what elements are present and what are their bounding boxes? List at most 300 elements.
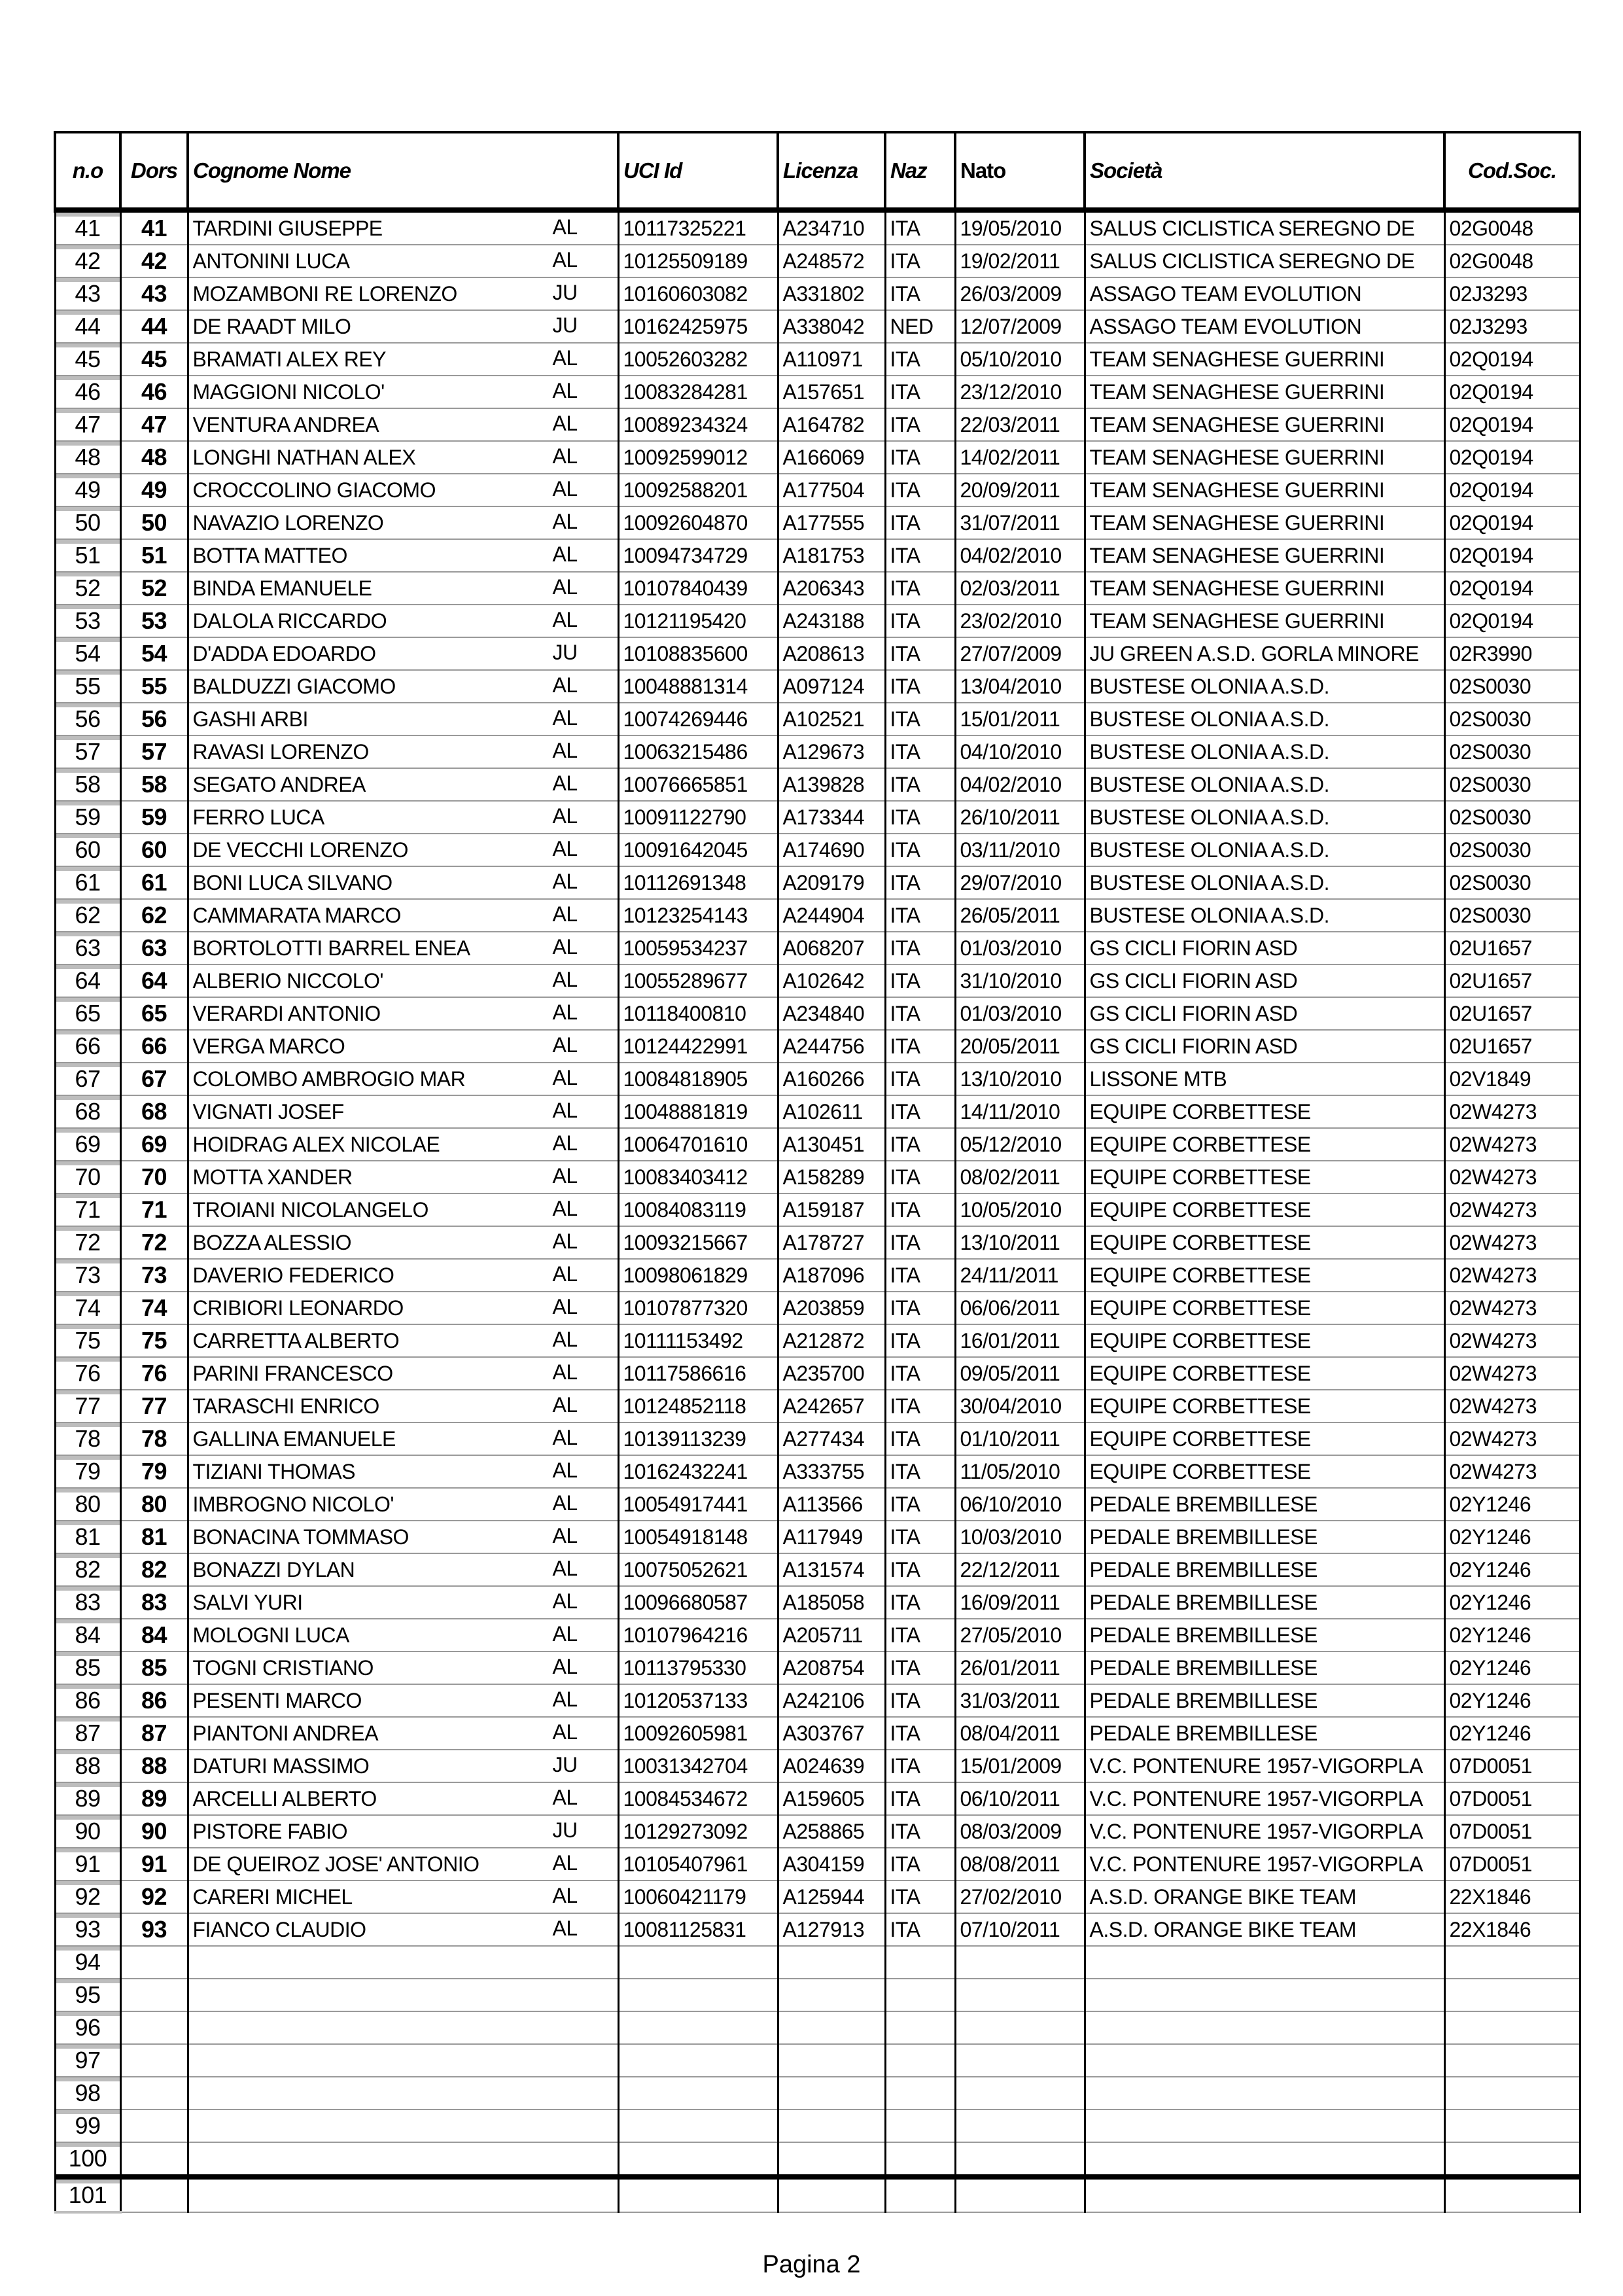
team-name-cell: EQUIPE CORBETTESE: [1085, 1422, 1444, 1455]
license-cell: A243188: [778, 605, 885, 637]
rider-name-cell: [188, 408, 618, 441]
row-number-cell: 85: [55, 1651, 120, 1684]
table-row: [55, 801, 1580, 834]
table-row: [55, 2142, 1580, 2177]
table-row: [55, 703, 1580, 735]
uci-id-cell: 10084818905: [618, 1063, 778, 1095]
birth-date-cell: [955, 2044, 1085, 2077]
nationality-cell: [885, 2011, 955, 2044]
license-cell: A208754: [778, 1651, 885, 1684]
rider-name: CROCCOLINO GIACOMO: [192, 478, 436, 502]
table-row: [55, 1521, 1580, 1553]
category: AL: [552, 1328, 578, 1351]
birth-date-cell: 23/12/2010: [955, 376, 1085, 408]
birth-date-cell: 11/05/2010: [955, 1455, 1085, 1488]
nationality-cell: ITA: [885, 1455, 955, 1488]
rider-name-cell: [188, 1619, 618, 1651]
rider-name: DATURI MASSIMO: [192, 1754, 370, 1778]
bib-number-cell: 64: [120, 964, 188, 997]
birth-date-cell: 22/12/2011: [955, 1553, 1085, 1586]
rider-name-cell: [188, 997, 618, 1030]
row-number-cell: 41: [55, 210, 120, 245]
bib-number-cell: 75: [120, 1324, 188, 1357]
uci-id-cell: 10084083119: [618, 1193, 778, 1226]
uci-id-cell: 10124422991: [618, 1030, 778, 1063]
team-name-cell: TEAM SENAGHESE GUERRINI: [1085, 506, 1444, 539]
row-number-cell: 90: [55, 1815, 120, 1848]
rider-name: D'ADDA EDOARDO: [192, 642, 376, 665]
team-code-cell: [1444, 1946, 1580, 1979]
category: AL: [552, 1360, 578, 1384]
row-number-cell: 72: [55, 1226, 120, 1259]
category: AL: [552, 1524, 578, 1547]
table-row: [55, 408, 1580, 441]
rider-name: SEGATO ANDREA: [192, 773, 366, 796]
nationality-cell: ITA: [885, 1030, 955, 1063]
team-name-cell: JU GREEN A.S.D. GORLA MINORE: [1085, 637, 1444, 670]
table-row: [55, 1095, 1580, 1128]
rider-name: FERRO LUCA: [192, 805, 324, 829]
rider-name-cell: [188, 866, 618, 899]
rider-name: CRIBIORI LEONARDO: [192, 1296, 404, 1320]
uci-id-cell: 10107840439: [618, 572, 778, 605]
category: AL: [552, 1262, 578, 1286]
table-row: [55, 245, 1580, 277]
nationality-cell: ITA: [885, 1357, 955, 1390]
row-number-cell: 63: [55, 932, 120, 964]
bib-number-cell: [120, 2177, 188, 2212]
rider-name-cell: [188, 245, 618, 277]
birth-date-cell: 26/10/2011: [955, 801, 1085, 834]
rider-name-cell: [188, 1422, 618, 1455]
category: AL: [552, 1000, 578, 1024]
bib-number-cell: 86: [120, 1684, 188, 1717]
row-number-cell: 96: [55, 2011, 120, 2044]
rider-name-cell: [188, 1095, 618, 1128]
table-row: [55, 1193, 1580, 1226]
team-name-cell: [1085, 1946, 1444, 1979]
license-cell: A127913: [778, 1913, 885, 1946]
nationality-cell: [885, 2177, 955, 2212]
table-row: [55, 1750, 1580, 1782]
row-number-cell: 92: [55, 1881, 120, 1913]
team-code-cell: 02U1657: [1444, 1030, 1580, 1063]
rider-name-cell: [188, 1030, 618, 1063]
team-code-cell: 02Q0194: [1444, 408, 1580, 441]
uci-id-cell: 10092588201: [618, 474, 778, 506]
table-row: [55, 1586, 1580, 1619]
license-cell: A068207: [778, 932, 885, 964]
team-code-cell: 02W4273: [1444, 1455, 1580, 1488]
license-cell: A117949: [778, 1521, 885, 1553]
nationality-cell: ITA: [885, 1193, 955, 1226]
category: AL: [552, 346, 578, 370]
category: AL: [552, 1589, 578, 1613]
rider-name-cell: [188, 539, 618, 572]
rider-name-cell: [188, 1259, 618, 1292]
team-name-cell: BUSTESE OLONIA A.S.D.: [1085, 866, 1444, 899]
team-code-cell: 02W4273: [1444, 1226, 1580, 1259]
rider-name: COLOMBO AMBROGIO MAR: [192, 1067, 466, 1091]
team-code-cell: 02Q0194: [1444, 572, 1580, 605]
table-row: [55, 1815, 1580, 1848]
uci-id-cell: 10074269446: [618, 703, 778, 735]
license-cell: A097124: [778, 670, 885, 703]
team-code-cell: 02S0030: [1444, 866, 1580, 899]
team-name-cell: EQUIPE CORBETTESE: [1085, 1226, 1444, 1259]
category: JU: [552, 641, 578, 664]
license-cell: A102642: [778, 964, 885, 997]
team-code-cell: 22X1846: [1444, 1913, 1580, 1946]
license-cell: A277434: [778, 1422, 885, 1455]
row-number-cell: 101: [55, 2177, 120, 2212]
category: AL: [552, 575, 578, 599]
rider-name-cell: [188, 1292, 618, 1324]
table-row: [55, 376, 1580, 408]
row-number-cell: 68: [55, 1095, 120, 1128]
team-code-cell: 02Q0194: [1444, 506, 1580, 539]
license-cell: A102521: [778, 703, 885, 735]
birth-date-cell: 10/03/2010: [955, 1521, 1085, 1553]
nationality-cell: [885, 1946, 955, 1979]
birth-date-cell: 31/03/2011: [955, 1684, 1085, 1717]
team-code-cell: 02Y1246: [1444, 1651, 1580, 1684]
team-name-cell: TEAM SENAGHESE GUERRINI: [1085, 441, 1444, 474]
nationality-cell: ITA: [885, 1553, 955, 1586]
birth-date-cell: 04/10/2010: [955, 735, 1085, 768]
uci-id-cell: 10063215486: [618, 735, 778, 768]
rider-name: BRAMATI ALEX REY: [192, 347, 386, 371]
team-name-cell: TEAM SENAGHESE GUERRINI: [1085, 474, 1444, 506]
category: AL: [552, 248, 578, 272]
table-row: [55, 1913, 1580, 1946]
category: AL: [552, 1164, 578, 1188]
row-number-cell: 58: [55, 768, 120, 801]
row-number-cell: 65: [55, 997, 120, 1030]
table-header: [55, 132, 1580, 210]
category: AL: [552, 739, 578, 762]
team-code-cell: 02Q0194: [1444, 343, 1580, 376]
nationality-cell: NED: [885, 310, 955, 343]
birth-date-cell: 08/08/2011: [955, 1848, 1085, 1881]
table-row: [55, 1848, 1580, 1881]
category: AL: [552, 412, 578, 435]
rider-name: MOZAMBONI RE LORENZO: [192, 282, 457, 306]
row-number-cell: 98: [55, 2077, 120, 2110]
table-row: [55, 1553, 1580, 1586]
bib-number-cell: 67: [120, 1063, 188, 1095]
nationality-cell: ITA: [885, 277, 955, 310]
bib-number-cell: 71: [120, 1193, 188, 1226]
team-code-cell: 02S0030: [1444, 834, 1580, 866]
category: AL: [552, 1393, 578, 1417]
rider-name: PISTORE FABIO: [192, 1820, 348, 1843]
bib-number-cell: [120, 1979, 188, 2011]
nationality-cell: ITA: [885, 637, 955, 670]
birth-date-cell: 01/03/2010: [955, 932, 1085, 964]
uci-id-cell: 10092605981: [618, 1717, 778, 1750]
row-number-cell: 47: [55, 408, 120, 441]
team-code-cell: 07D0051: [1444, 1848, 1580, 1881]
table-row: [55, 899, 1580, 932]
team-name-cell: A.S.D. ORANGE BIKE TEAM: [1085, 1881, 1444, 1913]
team-name-cell: PEDALE BREMBILLESE: [1085, 1553, 1444, 1586]
bib-number-cell: 72: [120, 1226, 188, 1259]
rider-name-cell: [188, 703, 618, 735]
rider-name-cell: [188, 1881, 618, 1913]
license-cell: A338042: [778, 310, 885, 343]
rider-name-cell: [188, 1946, 618, 1979]
rider-name-cell: [188, 735, 618, 768]
team-code-cell: 02Y1246: [1444, 1521, 1580, 1553]
team-code-cell: 02W4273: [1444, 1193, 1580, 1226]
bib-number-cell: 82: [120, 1553, 188, 1586]
header-nato: Nato: [955, 132, 1085, 210]
uci-id-cell: 10093215667: [618, 1226, 778, 1259]
uci-id-cell: 10092604870: [618, 506, 778, 539]
team-code-cell: 02G0048: [1444, 245, 1580, 277]
birth-date-cell: 01/10/2011: [955, 1422, 1085, 1455]
nationality-cell: ITA: [885, 964, 955, 997]
team-name-cell: TEAM SENAGHESE GUERRINI: [1085, 539, 1444, 572]
nationality-cell: ITA: [885, 343, 955, 376]
rider-name: BONI LUCA SILVANO: [192, 871, 393, 894]
uci-id-cell: 10076665851: [618, 768, 778, 801]
rider-name-cell: [188, 768, 618, 801]
bib-number-cell: 45: [120, 343, 188, 376]
uci-id-cell: 10054918148: [618, 1521, 778, 1553]
uci-id-cell: 10031342704: [618, 1750, 778, 1782]
rider-name-cell: [188, 474, 618, 506]
license-cell: [778, 2077, 885, 2110]
category: AL: [552, 608, 578, 631]
team-code-cell: 02S0030: [1444, 703, 1580, 735]
birth-date-cell: [955, 2110, 1085, 2142]
nationality-cell: ITA: [885, 572, 955, 605]
bib-number-cell: 53: [120, 605, 188, 637]
team-name-cell: PEDALE BREMBILLESE: [1085, 1651, 1444, 1684]
uci-id-cell: 10083403412: [618, 1161, 778, 1193]
row-number-cell: 61: [55, 866, 120, 899]
birth-date-cell: 08/03/2009: [955, 1815, 1085, 1848]
team-code-cell: 02S0030: [1444, 768, 1580, 801]
row-number-cell: 83: [55, 1586, 120, 1619]
rider-name-cell: [188, 1226, 618, 1259]
row-number-cell: 62: [55, 899, 120, 932]
row-number-cell: 77: [55, 1390, 120, 1422]
table-row: [55, 1422, 1580, 1455]
license-cell: A159187: [778, 1193, 885, 1226]
category: AL: [552, 542, 578, 566]
team-code-cell: [1444, 2177, 1580, 2212]
rider-name-cell: [188, 605, 618, 637]
birth-date-cell: 27/02/2010: [955, 1881, 1085, 1913]
table-row: [55, 1390, 1580, 1422]
bib-number-cell: 55: [120, 670, 188, 703]
team-code-cell: 02W4273: [1444, 1095, 1580, 1128]
rider-name-cell: [188, 376, 618, 408]
team-name-cell: [1085, 2177, 1444, 2212]
birth-date-cell: 15/01/2011: [955, 703, 1085, 735]
bib-number-cell: 43: [120, 277, 188, 310]
nationality-cell: ITA: [885, 1782, 955, 1815]
bib-number-cell: 49: [120, 474, 188, 506]
table-row: [55, 964, 1580, 997]
bib-number-cell: 47: [120, 408, 188, 441]
bib-number-cell: 74: [120, 1292, 188, 1324]
license-cell: A139828: [778, 768, 885, 801]
row-number-cell: 87: [55, 1717, 120, 1750]
category: AL: [552, 837, 578, 860]
team-name-cell: ASSAGO TEAM EVOLUTION: [1085, 310, 1444, 343]
bib-number-cell: 57: [120, 735, 188, 768]
bib-number-cell: 70: [120, 1161, 188, 1193]
team-code-cell: 02U1657: [1444, 932, 1580, 964]
table-row: [55, 2044, 1580, 2077]
bib-number-cell: 68: [120, 1095, 188, 1128]
row-number-cell: 45: [55, 343, 120, 376]
license-cell: A177504: [778, 474, 885, 506]
header-cod-soc: Cod.Soc.: [1444, 132, 1580, 210]
birth-date-cell: 08/02/2011: [955, 1161, 1085, 1193]
team-code-cell: 02S0030: [1444, 735, 1580, 768]
nationality-cell: ITA: [885, 768, 955, 801]
rider-name: ANTONINI LUCA: [192, 249, 350, 273]
row-number-cell: 75: [55, 1324, 120, 1357]
bib-number-cell: 76: [120, 1357, 188, 1390]
bib-number-cell: 51: [120, 539, 188, 572]
nationality-cell: ITA: [885, 605, 955, 637]
birth-date-cell: [955, 1979, 1085, 2011]
team-name-cell: [1085, 2110, 1444, 2142]
table-row: [55, 768, 1580, 801]
birth-date-cell: [955, 2142, 1085, 2177]
bib-number-cell: 58: [120, 768, 188, 801]
license-cell: A206343: [778, 572, 885, 605]
team-name-cell: PEDALE BREMBILLESE: [1085, 1488, 1444, 1521]
row-number-cell: 97: [55, 2044, 120, 2077]
table-row: [55, 670, 1580, 703]
birth-date-cell: 05/12/2010: [955, 1128, 1085, 1161]
bib-number-cell: 60: [120, 834, 188, 866]
nationality-cell: ITA: [885, 474, 955, 506]
category: AL: [552, 1687, 578, 1711]
bib-number-cell: 83: [120, 1586, 188, 1619]
rider-name: HOIDRAG ALEX NICOLAE: [192, 1133, 440, 1156]
rider-name-cell: [188, 637, 618, 670]
table-row: [55, 2077, 1580, 2110]
bib-number-cell: 90: [120, 1815, 188, 1848]
table-row: [55, 1128, 1580, 1161]
rider-name-cell: [188, 277, 618, 310]
bib-number-cell: 66: [120, 1030, 188, 1063]
page-number: Pagina 2: [762, 2251, 861, 2278]
birth-date-cell: 27/07/2009: [955, 637, 1085, 670]
team-code-cell: 02W4273: [1444, 1161, 1580, 1193]
table-row: [55, 1030, 1580, 1063]
table-row: [55, 866, 1580, 899]
uci-id-cell: 10096680587: [618, 1586, 778, 1619]
team-name-cell: [1085, 2077, 1444, 2110]
license-cell: A234710: [778, 210, 885, 245]
birth-date-cell: 06/10/2011: [955, 1782, 1085, 1815]
birth-date-cell: 16/01/2011: [955, 1324, 1085, 1357]
category: AL: [552, 1426, 578, 1449]
category: AL: [552, 1066, 578, 1089]
birth-date-cell: [955, 2177, 1085, 2212]
row-number-cell: 95: [55, 1979, 120, 2011]
category: JU: [552, 1753, 578, 1776]
license-cell: A113566: [778, 1488, 885, 1521]
table-row: [55, 210, 1580, 245]
header-name: Cognome Nome: [188, 132, 618, 210]
rider-name: DE VECCHI LORENZO: [192, 838, 408, 862]
rider-name: PIANTONI ANDREA: [192, 1722, 379, 1745]
team-name-cell: BUSTESE OLONIA A.S.D.: [1085, 834, 1444, 866]
start-list-sheet: [54, 131, 1579, 2214]
rider-name: CARRETTA ALBERTO: [192, 1329, 400, 1352]
nationality-cell: ITA: [885, 932, 955, 964]
bib-number-cell: 93: [120, 1913, 188, 1946]
team-name-cell: GS CICLI FIORIN ASD: [1085, 932, 1444, 964]
team-name-cell: EQUIPE CORBETTESE: [1085, 1455, 1444, 1488]
category: AL: [552, 379, 578, 402]
birth-date-cell: 09/05/2011: [955, 1357, 1085, 1390]
category: AL: [552, 1622, 578, 1646]
uci-id-cell: [618, 2011, 778, 2044]
birth-date-cell: 13/10/2010: [955, 1063, 1085, 1095]
bib-number-cell: 50: [120, 506, 188, 539]
row-number-cell: 93: [55, 1913, 120, 1946]
team-code-cell: 02S0030: [1444, 670, 1580, 703]
team-name-cell: EQUIPE CORBETTESE: [1085, 1161, 1444, 1193]
nationality-cell: ITA: [885, 1259, 955, 1292]
rider-name: VERGA MARCO: [192, 1034, 345, 1058]
uci-id-cell: [618, 2142, 778, 2177]
rider-name: RAVASI LORENZO: [192, 740, 369, 764]
category: AL: [552, 444, 578, 468]
bib-number-cell: 91: [120, 1848, 188, 1881]
bib-number-cell: [120, 2077, 188, 2110]
team-name-cell: V.C. PONTENURE 1957-VIGORPLA: [1085, 1782, 1444, 1815]
row-number-cell: 50: [55, 506, 120, 539]
bib-number-cell: 65: [120, 997, 188, 1030]
rider-name: BORTOLOTTI BARREL ENEA: [192, 936, 470, 960]
bib-number-cell: 85: [120, 1651, 188, 1684]
license-cell: A102611: [778, 1095, 885, 1128]
nationality-cell: ITA: [885, 1063, 955, 1095]
team-name-cell: LISSONE MTB: [1085, 1063, 1444, 1095]
license-cell: A166069: [778, 441, 885, 474]
row-number-cell: 66: [55, 1030, 120, 1063]
uci-id-cell: 10091122790: [618, 801, 778, 834]
category: AL: [552, 1655, 578, 1678]
team-name-cell: V.C. PONTENURE 1957-VIGORPLA: [1085, 1750, 1444, 1782]
row-number-cell: 89: [55, 1782, 120, 1815]
category: AL: [552, 1491, 578, 1515]
nationality-cell: ITA: [885, 1815, 955, 1848]
bib-number-cell: 63: [120, 932, 188, 964]
bib-number-cell: 42: [120, 245, 188, 277]
uci-id-cell: 10111153492: [618, 1324, 778, 1357]
uci-id-cell: 10059534237: [618, 932, 778, 964]
rider-name-cell: [188, 899, 618, 932]
rider-name: PESENTI MARCO: [192, 1689, 362, 1712]
license-cell: A174690: [778, 834, 885, 866]
table-row: [55, 2110, 1580, 2142]
uci-id-cell: 10118400810: [618, 997, 778, 1030]
nationality-cell: ITA: [885, 670, 955, 703]
